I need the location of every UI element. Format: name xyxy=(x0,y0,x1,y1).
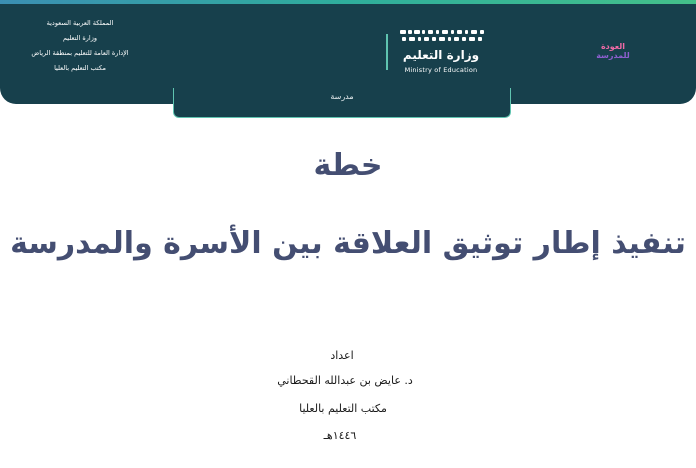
ministry-logo xyxy=(386,28,488,76)
prepared-by-label: اعداد xyxy=(330,349,354,362)
school-logo-line2: للمدرسة xyxy=(596,51,630,60)
top-gradient-strip xyxy=(0,0,696,4)
school-logo-line1: العودة xyxy=(600,42,626,51)
ministry-logo-english: Ministry of Education xyxy=(404,66,478,74)
document-subtitle: تنفيذ إطار توثيق العلاقة بين الأسرة والمدرسة xyxy=(10,226,686,261)
gov-line-ministry: وزارة التعليم xyxy=(62,34,98,42)
document-title: خطة xyxy=(313,148,383,183)
gov-line-kingdom: المملكة العربية السعودية xyxy=(46,19,114,27)
ministry-dots-icon xyxy=(398,28,486,46)
school-label: مدرسة xyxy=(330,92,354,101)
document-year: ١٤٤٦هـ xyxy=(323,429,357,442)
back-to-school-logo xyxy=(596,42,630,60)
gov-line-directorate: الإدارة العامة للتعليم بمنطقة الرياض xyxy=(31,49,129,57)
gov-line-office: مكتب التعليم بالعليا xyxy=(54,64,106,72)
government-lines xyxy=(20,16,140,76)
school-name-tab xyxy=(173,88,511,118)
author-name: د. عايض بن عبدالله القحطاني xyxy=(277,374,413,387)
ministry-logo-arabic: وزارة التعليم xyxy=(402,48,480,62)
logo-divider xyxy=(386,34,388,70)
author-office: مكتب التعليم بالعليا xyxy=(299,402,387,415)
